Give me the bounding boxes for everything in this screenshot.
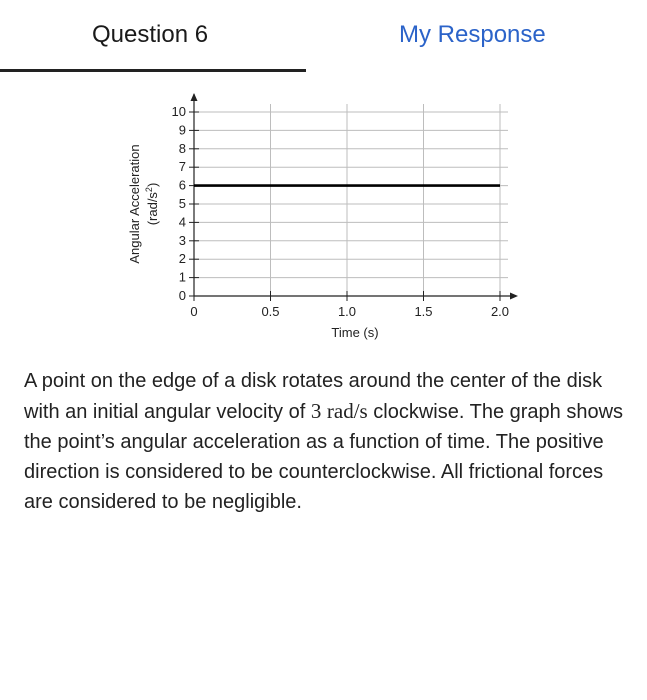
y-tick-label: 2 <box>178 251 186 267</box>
y-axis-arrow <box>191 93 198 101</box>
y-tick-label: 9 <box>178 122 186 138</box>
x-tick-label: 1.5 <box>414 304 433 319</box>
y-axis-label-line1: Angular Acceleration <box>127 144 142 264</box>
x-tick-label: 1.0 <box>337 304 357 319</box>
axes-layer <box>191 93 519 300</box>
y-tick-label: 7 <box>178 159 186 175</box>
x-tick-label: 0 <box>190 304 198 319</box>
grid-layer <box>194 104 508 296</box>
y-axis-label-line2 <box>144 183 160 226</box>
tab-bar <box>0 0 647 72</box>
y-tick-label: 8 <box>178 140 186 156</box>
y-axis-unit-close: ) <box>145 182 160 188</box>
acceleration-graph <box>120 92 530 348</box>
question-text-part2: clockwise. The graph shows the point’s angular acceleration as a function of time. The positive direction is considered to be counterclockwise. All frictional forces are considered to be negligible. <box>24 401 624 513</box>
y-tick-label: 3 <box>178 232 186 248</box>
y-axis-unit-exponent: 2 <box>144 187 154 193</box>
x-axis-arrow <box>510 293 518 300</box>
y-tick-label: 10 <box>171 104 186 119</box>
y-tick-label: 1 <box>178 269 186 285</box>
y-tick-label: 6 <box>178 177 186 193</box>
tab-question[interactable]: Question 6 <box>92 21 209 48</box>
question-text <box>24 366 624 517</box>
y-tick-label: 0 <box>178 288 186 303</box>
math-value: 3 <box>310 399 322 423</box>
x-tick-label: 2.0 <box>490 304 510 319</box>
y-tick-label: 5 <box>178 196 186 211</box>
question-text-part1: A point on the edge of a disk rotates around the center of the disk with an initial angular velocity of <box>24 370 603 423</box>
y-axis-unit-text: (rad/s <box>145 192 160 226</box>
acceleration-chart <box>120 92 530 348</box>
math-unit: rad/s <box>326 399 368 423</box>
y-tick-label: 4 <box>178 214 186 230</box>
x-tick-label: 0.5 <box>261 304 280 319</box>
active-tab-indicator <box>0 69 306 72</box>
tab-my-response[interactable]: My Response <box>399 21 546 48</box>
ticks-layer <box>172 104 510 319</box>
x-axis-label: Time (s) <box>331 325 379 340</box>
